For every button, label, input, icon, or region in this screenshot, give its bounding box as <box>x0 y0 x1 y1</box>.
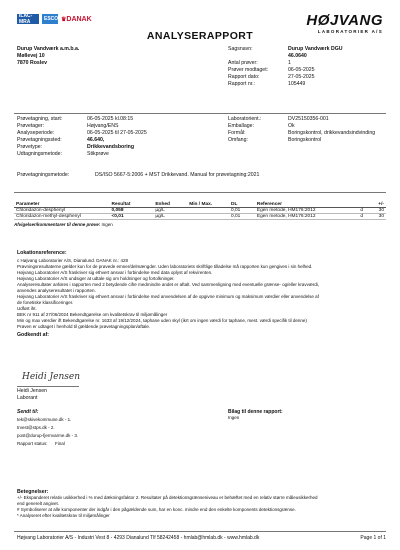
case-value: 06-05-2025 <box>288 67 315 73</box>
legend-line: * Analyseret efter kvalitetskrav til miljømålinger <box>17 513 110 518</box>
sample-value: 46.640, <box>87 137 105 143</box>
sample-value: Boringskontrol, drikkevandsindvinding <box>288 130 376 136</box>
sample-value: Stikprøve <box>87 151 109 157</box>
sample-info-right <box>228 116 388 144</box>
signature: Heidi Jensen <box>22 372 81 382</box>
note-line: BEK nr 911 af 27/06/2024 Bekendtgørelse om kvalitetskrav til miljømålinger <box>17 312 168 317</box>
deviations <box>14 222 386 228</box>
sample-row <box>17 144 217 151</box>
cell-result: <0,01 <box>110 214 154 220</box>
cell-reference: Egen metode, HM176:2012 <box>255 214 358 220</box>
method-label: Prøvetagningsmetode: <box>17 172 70 178</box>
note-line: Prøven er udtaget i henhold til gældende prøvetagningsplan/aftale. <box>17 324 151 329</box>
sample-info-left <box>17 116 217 158</box>
sample-row <box>17 116 217 123</box>
note-line: Prøvningsresultaterne gælder kun for de prøvede emner/delmængder. Uden laboratoriets skriftlige tilladelse må rapporten kun gengives i sin helhed. <box>17 264 313 269</box>
cell-minmax <box>187 214 229 220</box>
sample-row <box>228 137 388 144</box>
cell-uncertainty: 30 <box>376 208 386 214</box>
legend-line: end generelt angivet. <box>17 501 60 506</box>
report-title: ANALYSERAPPORT <box>146 30 254 42</box>
approval-label: Godkendt af: <box>17 332 49 338</box>
note-line: Min og max værdier ift Bekendtgørelse nr. 1633 af 19/12/2024, tøphane uden skyl (ikrt om ingen værdi for taphane, mest. værdi specifik til denne) <box>17 318 307 323</box>
footer-divider <box>14 531 386 532</box>
legend-line: # Symboliserer at alle komponenter der indgår i den pågældende sum, har en konc. mindre end den enkelte komponents detektionsgrænse. <box>17 507 296 512</box>
sample-row <box>17 123 217 130</box>
ilac-logo: ILAC-MRA <box>17 14 39 24</box>
danak-logo: ♛ DANAK <box>61 15 92 23</box>
sample-value: 06-05-2025 til 27-05-2025 <box>87 130 147 136</box>
sampling-method <box>17 172 317 179</box>
approver-name: Heidi Jensen <box>17 388 47 394</box>
case-row <box>228 60 388 67</box>
case-label: Rapport nr.: <box>228 81 256 87</box>
signature-line <box>17 386 79 387</box>
legend <box>17 489 385 519</box>
col-header: Parameter <box>14 202 110 208</box>
sample-value: Højvang/ENS <box>87 123 119 129</box>
divider <box>14 192 386 193</box>
sample-label: Prøvetager: <box>17 123 45 129</box>
sample-value: Boringskontrol <box>288 137 322 143</box>
note-line: anvendes analyseresultatet i rapporten. <box>17 288 96 293</box>
cell-unit: µg/L <box>153 214 187 220</box>
cell-dl: 0,01 <box>229 208 255 214</box>
cell-reference: Egen metode, HM176:2012 <box>255 208 358 214</box>
sample-row <box>17 151 217 158</box>
note-line: Højvang Laboratorier A/S undsiger at udtale sig om holdninger og fortolkninger. <box>17 276 175 281</box>
sample-label: Formål: <box>228 130 246 136</box>
sample-row <box>17 130 217 137</box>
approver-role: Laborant <box>17 395 38 401</box>
table-row <box>14 214 386 220</box>
case-value: Durup Vandværk DGU <box>288 46 343 52</box>
brand-name: HØJVANG <box>306 12 383 29</box>
recipient: post@durup-fjernvarme.dk - 3. <box>17 433 79 438</box>
notes-heading: Lokationsreference: <box>17 250 67 256</box>
legend-heading: Betegnelser: <box>17 489 49 495</box>
accreditation-logos <box>17 14 92 24</box>
case-label: Antal prøver: <box>228 60 258 66</box>
sample-label: Emballage: <box>228 123 254 129</box>
results-table-wrap <box>14 202 386 228</box>
deviations-value: Ingen <box>101 222 113 227</box>
sample-value: 06-05-2025 kl.08:15 <box>87 116 134 122</box>
sample-label: Laboratorient.: <box>228 116 262 122</box>
attachments <box>228 409 378 421</box>
recipient: trvest@stps.dk - 2. <box>17 425 55 430</box>
case-label <box>228 53 288 60</box>
sample-label: Udtagningsmetode: <box>17 151 62 157</box>
col-header: Enhed <box>153 202 187 208</box>
col-header: Referencer <box>255 202 358 208</box>
legend-line: +/- Ekspanderet relativ usikkerhed i % med dækningsfaktor 2. Resultater på detektionsgrænseniveau er behæftet med en relativ større måleusikkerhed <box>17 495 318 500</box>
divider <box>14 113 386 114</box>
cell-flag: d <box>358 208 376 214</box>
case-row <box>228 46 388 53</box>
recipient: tek@skivekommune.dk - 1. <box>17 417 72 422</box>
case-value: 27-05-2025 <box>288 74 315 80</box>
case-row <box>228 74 388 81</box>
attachments-value: Ingen <box>228 415 240 420</box>
case-info <box>228 46 388 88</box>
case-value: 46.0640 <box>288 53 307 59</box>
method-value: DS/ISO 5667-5:2006 + MST Drikkevand. Manual for prøvetagning:2021 <box>95 172 260 178</box>
sample-row <box>17 137 217 144</box>
sample-label: Prøvetagning, start: <box>17 116 63 122</box>
sample-label: Analyseperiode: <box>17 130 55 136</box>
sample-value: Drikkevandsboring <box>87 144 134 150</box>
cell-uncertainty: 30 <box>376 214 386 220</box>
results-table <box>14 202 386 220</box>
deviations-label: Afvigelser/kommentarer til denne prøve: <box>14 222 101 227</box>
case-label: Rapport dato: <box>228 74 260 80</box>
cell-parameter: Chloridazon-methyl-desphenyl <box>14 214 110 220</box>
note-line: Analyseresultater anføres i rapporten med 2 betydende cifre medmindre andet er aftalt. Ved sammenligning med eventuelle grænse- og/eller kravværdi, <box>17 282 320 287</box>
note-line: de fonetiske klassificeringer. <box>17 300 74 305</box>
sample-label: Omfang: <box>228 137 248 143</box>
note-line: Udført iht. <box>17 306 37 311</box>
esco-logo: ESCO <box>44 16 59 22</box>
sample-value: DV25150356-001 <box>288 116 329 122</box>
sample-row <box>228 123 388 130</box>
col-header: DL <box>229 202 255 208</box>
footer-text: Højvang Laboratorier A/S - Industri Vest 8 - 4293 Dianalund Tlf 58242458 - hmlab@hmlab.dk - www.hmlab.dk <box>17 535 260 541</box>
case-label: Sagsnavn: <box>228 46 253 52</box>
notes-section <box>17 250 385 338</box>
report-status <box>17 441 187 447</box>
sent-to-label: Sendt til: <box>17 409 39 415</box>
case-value: 105449 <box>288 81 306 87</box>
address-line: Møllevej 10 <box>17 53 45 59</box>
status-label: Rapport status: <box>17 441 48 446</box>
col-header: +/- <box>378 202 384 207</box>
sample-row <box>228 130 388 137</box>
case-row <box>228 53 388 60</box>
note-line: Højvang Laboratorier A/S fraskriver sig ethvert ansvar i forbindelse med anvendelsen af de opgivne minimum og maksimum værdier eller anvendelse af <box>17 294 319 299</box>
attachments-label: Bilag til denne rapport: <box>228 409 283 415</box>
brand-logo <box>306 12 383 34</box>
cell-flag: d <box>358 214 376 220</box>
case-row <box>228 67 388 74</box>
approver <box>17 388 47 402</box>
page-number: Page 1 of 1 <box>360 535 386 541</box>
sample-value: Ok <box>288 123 295 129</box>
cell-dl: 0,01 <box>229 214 255 220</box>
status-value: Final <box>55 441 65 446</box>
cell-unit: µg/L <box>153 208 187 214</box>
case-row <box>228 81 388 88</box>
address-line: 7870 Roslev <box>17 60 47 66</box>
danak-logo-text: DANAK <box>66 15 92 23</box>
sample-label: Prøvetagningssted: <box>17 137 62 143</box>
col-header: Resultat <box>110 202 154 208</box>
case-label: Prøver modtaget: <box>228 67 269 73</box>
customer-address <box>17 46 187 67</box>
sample-row <box>228 116 388 123</box>
note-line: c Højvang Laboratorier A/S, Dianalund. DANAK nr.: 428 <box>17 258 129 263</box>
brand-subtitle: LABORATORIER A/S <box>317 29 383 34</box>
sample-label: Prøvetype: <box>17 144 43 150</box>
sent-to <box>17 409 187 447</box>
note-line: Højvang Laboratorier A/S fraskriver sig ethvert ansvar i forbindelse med data oplyst af rekvirenten. <box>17 270 213 275</box>
cell-result: 0,058 <box>110 208 154 214</box>
case-value: 1 <box>288 60 291 66</box>
cell-parameter: Chloridazon-desphenyl <box>14 208 110 214</box>
address-line: Durup Vandværk a.m.b.a. <box>17 46 80 52</box>
col-header: Min / Max. <box>187 202 229 208</box>
